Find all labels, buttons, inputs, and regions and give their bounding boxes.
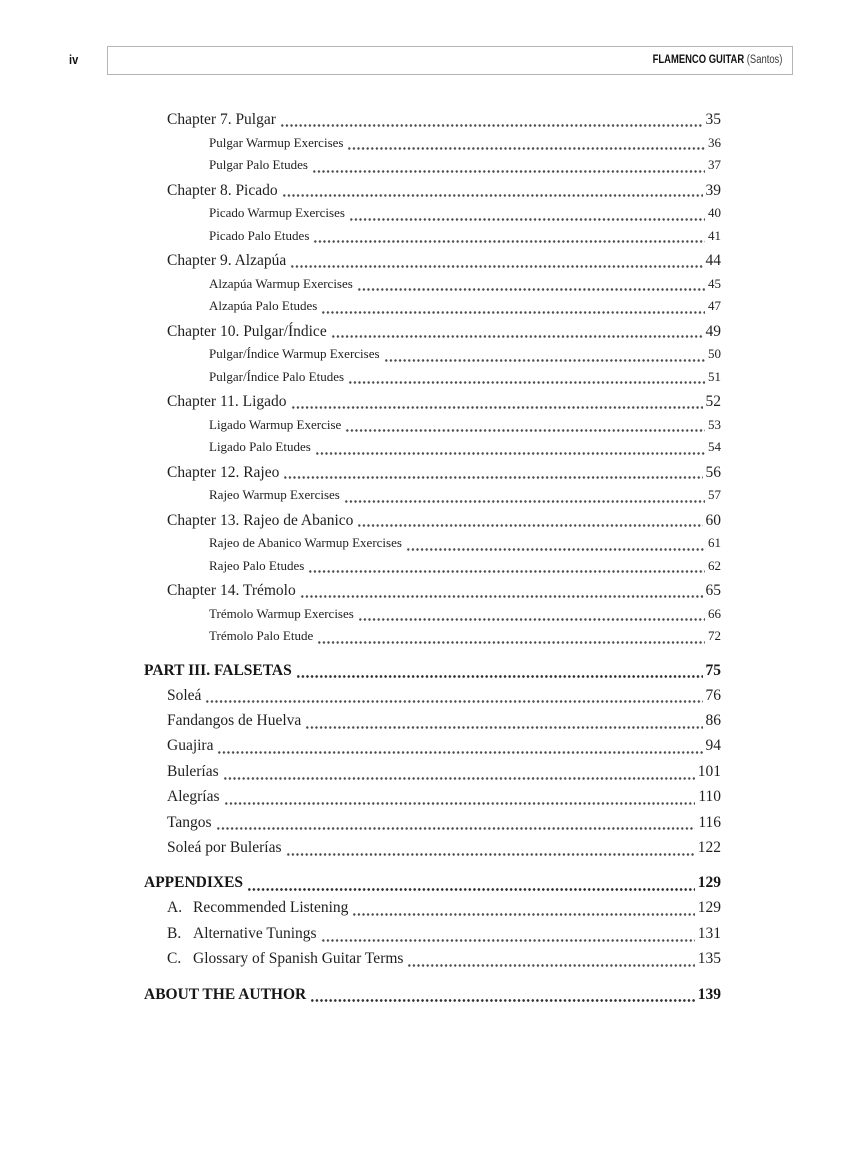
toc-entry-label: Chapter 9. Alzapúa	[167, 252, 287, 269]
toc-entry-label: Glossary of Spanish Guitar Terms	[193, 950, 404, 968]
toc-entry-label: Pulgar/Índice Palo Etudes	[209, 368, 345, 384]
toc-entry-label: Pulgar/Índice Warmup Exercises	[209, 346, 380, 361]
toc-entry-page: 116	[698, 813, 721, 831]
toc-entry-page: 50	[708, 346, 721, 361]
toc-entry-page: 41	[708, 227, 721, 243]
dot-leader	[216, 819, 696, 835]
toc-entry-label: APPENDIXES	[144, 874, 244, 892]
toc-entry-page: 60	[705, 511, 721, 529]
dot-leader	[296, 667, 703, 683]
toc-entry-label: Chapter 8. Picado	[167, 181, 278, 199]
dot-leader	[247, 880, 695, 896]
toc-entry	[167, 835, 721, 860]
toc-entry-label: Picado Warmup Exercises	[209, 205, 345, 220]
toc-entry-label: Chapter 14. Trémolo	[167, 582, 296, 599]
toc-entry	[167, 733, 721, 758]
toc-entry	[209, 555, 721, 578]
toc-entry	[167, 462, 721, 485]
dot-leader	[357, 517, 702, 533]
toc-entry-page: 75	[705, 661, 721, 679]
toc-entry-label: Chapter 7. Pulgar	[167, 111, 276, 128]
dot-leader	[308, 564, 705, 577]
book-title: FLAMENCO GUITAR	[652, 54, 744, 66]
toc-entry	[209, 484, 721, 507]
dot-leader	[291, 398, 703, 414]
toc-entry-label: Picado Palo Etudes	[209, 227, 310, 243]
dot-leader	[312, 164, 705, 177]
dot-leader	[217, 743, 702, 759]
toc-entry-page: 66	[708, 605, 721, 621]
toc-entry	[167, 180, 721, 203]
toc-entry-label: Rajeo de Abanico Warmup Exercises	[209, 535, 402, 550]
toc-entry-page: 47	[708, 298, 721, 313]
dot-leader	[305, 718, 702, 734]
toc-entry-page: 37	[708, 157, 721, 172]
toc-entry	[144, 658, 721, 683]
toc-entry-page: 62	[708, 557, 721, 573]
toc-entry-prefix: A.	[167, 899, 183, 917]
toc-entry	[167, 580, 721, 603]
toc-entry	[209, 343, 721, 366]
dot-leader	[283, 469, 702, 485]
toc-entry-label: Rajeo Warmup Exercises	[209, 487, 340, 502]
toc-entry-label: Alternative Tunings	[193, 924, 317, 942]
dot-leader	[331, 328, 703, 344]
toc-entry	[167, 921, 721, 946]
toc-entry-page: 49	[705, 322, 721, 340]
toc-entry-page: 122	[697, 838, 721, 856]
toc-entry	[167, 321, 721, 344]
book-author: (Santos)	[743, 54, 783, 66]
toc-entry	[209, 532, 721, 555]
toc-entry-page: 135	[697, 950, 721, 968]
toc-entry-page: 40	[708, 205, 721, 220]
dot-leader	[357, 282, 705, 295]
toc-entry-prefix: C.	[167, 950, 182, 968]
toc-entry-page: 65	[705, 582, 721, 599]
toc-entry-prefix: B.	[167, 924, 182, 942]
toc-entry	[209, 436, 721, 459]
toc-entry-page: 44	[705, 252, 721, 269]
toc-entry	[209, 366, 721, 389]
page-folio	[69, 46, 80, 74]
dot-leader	[313, 234, 705, 247]
toc-entry-label: Alzapúa Warmup Exercises	[209, 275, 353, 291]
toc-entry-label: Rajeo Palo Etudes	[209, 557, 305, 573]
toc-entry	[209, 414, 721, 437]
toc-entry-label: Ligado Warmup Exercise	[209, 416, 342, 432]
toc-entry-label: Bulerías	[167, 762, 219, 780]
toc-entry-page: 129	[697, 899, 721, 917]
toc-entry-page: 36	[708, 134, 721, 150]
dot-leader	[223, 769, 695, 785]
toc-entry-label: Soleá	[167, 686, 202, 704]
dot-leader	[321, 305, 705, 318]
dot-leader	[282, 187, 703, 203]
toc-entry	[167, 810, 721, 835]
toc-entry	[144, 982, 721, 1007]
toc-entry-label: Pulgar Palo Etudes	[209, 157, 308, 172]
toc-entry-label: Trémolo Warmup Exercises	[209, 605, 354, 621]
toc-entry	[209, 273, 721, 296]
toc-entry-page: 39	[705, 181, 721, 199]
toc-entry-page: 94	[705, 737, 721, 755]
toc-entry-label: ABOUT THE AUTHOR	[144, 985, 307, 1003]
toc-entry-page: 86	[705, 711, 721, 729]
dot-leader	[280, 116, 703, 132]
toc-entry-page: 72	[708, 628, 721, 643]
dot-leader	[358, 612, 705, 625]
toc-entry-page: 57	[708, 487, 721, 502]
toc-entry-label: Trémolo Palo Etude	[209, 628, 314, 643]
dot-leader	[348, 375, 705, 388]
toc-entry	[209, 225, 721, 248]
dot-leader	[407, 956, 694, 972]
toc-entry-page: 56	[705, 463, 721, 481]
table-of-contents	[144, 106, 721, 1007]
toc-entry	[167, 510, 721, 533]
dot-leader	[315, 446, 705, 459]
toc-entry-page: 52	[705, 393, 721, 410]
toc-entry-page: 51	[708, 368, 721, 384]
toc-entry-label: Soleá por Bulerías	[167, 838, 282, 856]
toc-entry-label: Alzapúa Palo Etudes	[209, 298, 318, 313]
toc-entry	[167, 759, 721, 784]
dot-leader	[321, 931, 695, 947]
toc-entry	[167, 683, 721, 708]
toc-entry	[167, 250, 721, 273]
toc-entry-label: Fandangos de Huelva	[167, 711, 302, 729]
dot-leader	[310, 991, 695, 1007]
toc-entry	[167, 895, 721, 920]
toc-entry	[144, 870, 721, 895]
toc-entry-label: Pulgar Warmup Exercises	[209, 134, 344, 150]
toc-entry-page: 131	[697, 924, 721, 942]
toc-entry	[209, 603, 721, 626]
toc-entry	[209, 154, 721, 177]
toc-entry	[209, 202, 721, 225]
toc-entry-page: 110	[698, 788, 721, 806]
toc-entry	[209, 295, 721, 318]
toc-entry	[167, 391, 721, 414]
toc-entry-label: Chapter 12. Rajeo	[167, 463, 280, 481]
toc-entry-page: 45	[708, 275, 721, 291]
toc-entry	[167, 784, 721, 809]
dot-leader	[406, 542, 705, 555]
dot-leader	[344, 494, 705, 507]
dot-leader	[286, 845, 695, 861]
toc-entry-label: Recommended Listening	[193, 899, 349, 917]
toc-entry-label: Tangos	[167, 813, 212, 831]
toc-entry-page: 101	[697, 762, 721, 780]
toc-entry-page: 129	[697, 874, 721, 892]
dot-leader	[347, 141, 705, 154]
toc-entry-label: Chapter 11. Ligado	[167, 393, 287, 410]
dot-leader	[317, 635, 705, 648]
toc-entry-label: Guajira	[167, 737, 214, 755]
toc-entry-page: 139	[697, 985, 721, 1003]
toc-entry	[209, 132, 721, 155]
running-header-title	[652, 47, 792, 74]
toc-entry	[167, 109, 721, 132]
toc-entry-label: Chapter 10. Pulgar/Índice	[167, 322, 327, 340]
toc-entry-label: Ligado Palo Etudes	[209, 439, 311, 454]
toc-entry-page: 61	[708, 535, 721, 550]
toc-entry-label: PART III. FALSETAS	[144, 661, 292, 679]
dot-leader	[224, 794, 696, 810]
toc-entry-page: 53	[708, 416, 721, 432]
running-header	[107, 46, 793, 75]
toc-entry	[209, 625, 721, 648]
dot-leader	[352, 905, 694, 921]
toc-entry-page: 76	[705, 686, 721, 704]
dot-leader	[345, 423, 705, 436]
dot-leader	[205, 692, 702, 708]
toc-entry-page: 54	[708, 439, 721, 454]
page-folio-text: iv	[69, 52, 79, 67]
toc-entry-page: 35	[705, 111, 721, 128]
toc-entry-label: Chapter 13. Rajeo de Abanico	[167, 511, 354, 529]
dot-leader	[349, 212, 705, 225]
dot-leader	[384, 353, 705, 366]
toc-entry-label: Alegrías	[167, 788, 220, 806]
dot-leader	[290, 257, 702, 273]
toc-entry	[167, 708, 721, 733]
dot-leader	[300, 587, 703, 603]
toc-entry	[167, 946, 721, 971]
